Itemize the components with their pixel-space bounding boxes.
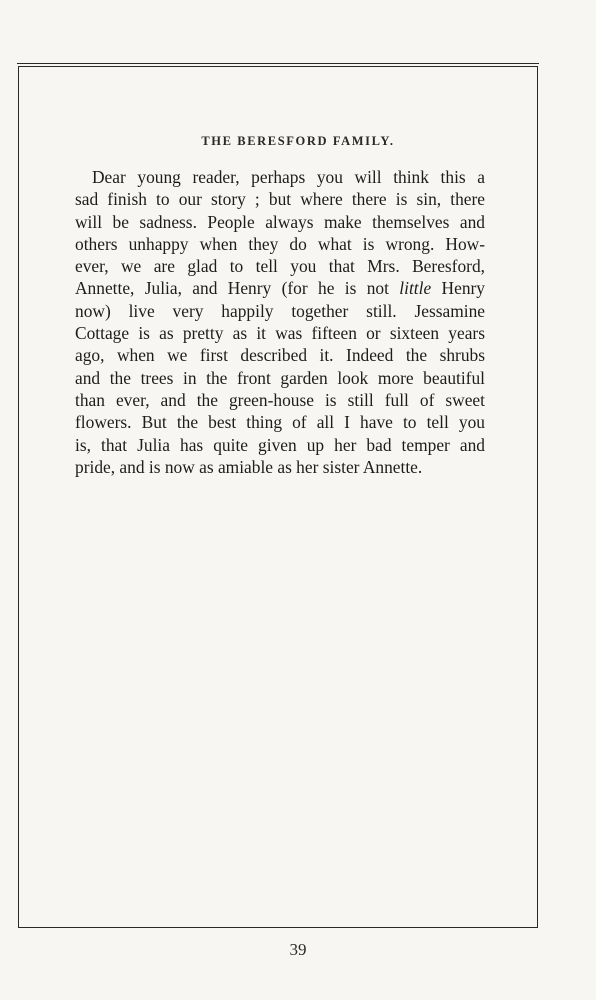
text-line: ago, when we first described it. Indeed the shrubs: [75, 345, 485, 366]
text-line: others unhappy when they do what is wrong. How-: [75, 233, 485, 254]
running-head: THE BERESFORD FAMILY.: [201, 134, 395, 148]
text-line: will be sadness. People always make themselves and: [75, 211, 485, 232]
text-line: Cottage is as pretty as it was fifteen or sixteen years: [75, 323, 485, 344]
text-line: ever, we are glad to tell you that Mrs. Beresford,: [75, 256, 485, 277]
page-number: 39: [289, 940, 307, 959]
text-line: than ever, and the green-house is still full of sweet: [75, 389, 485, 410]
body-paragraph: [75, 166, 485, 478]
text-line: is, that Julia has quite given up her bad temper and: [75, 434, 485, 455]
text-line: now) live very happily together still. Jessamine: [75, 300, 485, 321]
text-line: pride, and is now as amiable as her sister Annette.: [75, 456, 423, 477]
text-line: Dear young reader, perhaps you will think this a: [92, 167, 485, 187]
text-line: sad finish to our story ; but where there is sin, there: [75, 189, 485, 210]
italic-word: little: [399, 278, 432, 299]
text-line: flowers. But the best thing of all I have to tell you: [75, 412, 485, 433]
text-line: and the trees in the front garden look more beautiful: [75, 367, 485, 388]
text-line: Annette, Julia, and Henry (for he is not little Henry: [75, 278, 485, 299]
